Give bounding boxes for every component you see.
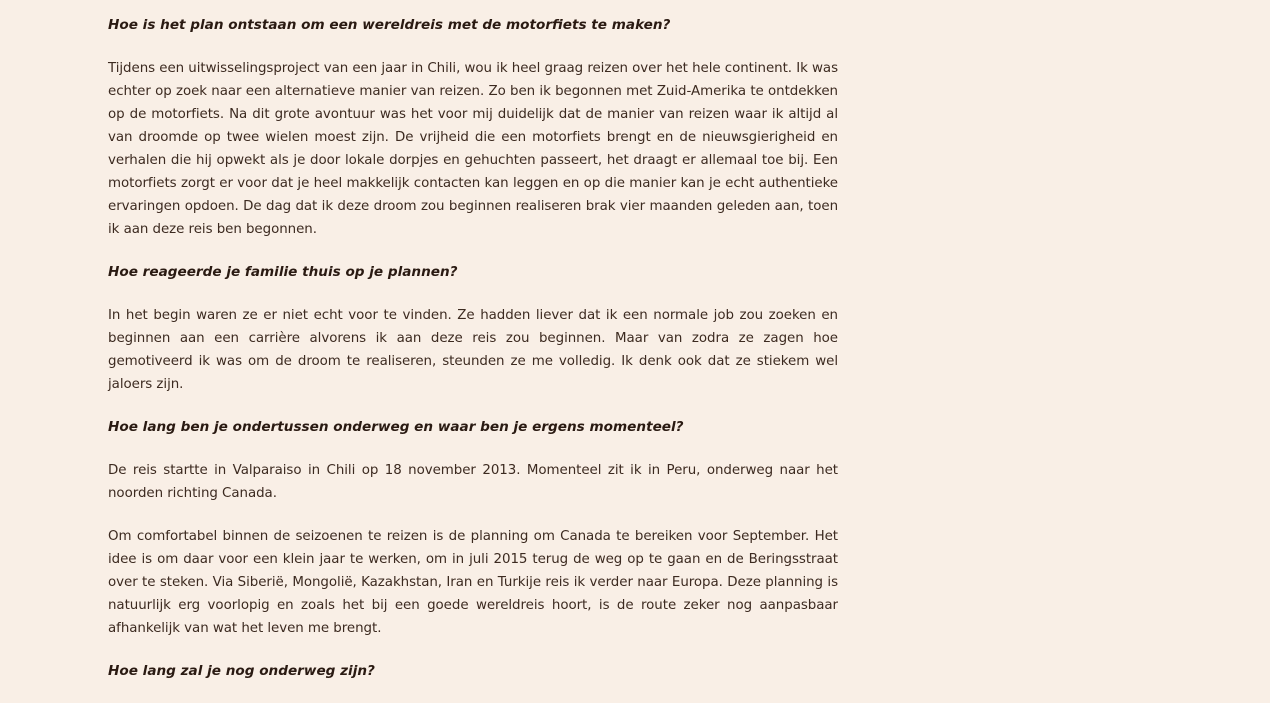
interview-answer: De reis startte in Valparaiso in Chili op 18 november 2013. Momenteel zit ik in Peru, onderweg naar het noorden richting Canada. [108,463,838,501]
interview-question: Hoe lang zal je nog onderweg zijn? [108,663,375,679]
interview-answer: Om comfortabel binnen de seizoenen te reizen is de planning om Canada te bereiken voor September. Het idee is om daar voor een klein jaar te werken, om in juli 2015 terug de weg op te gaan en de Beringsstraat over te steken. Via Siberië, Mongolië, Kazakhstan, Iran en Turkije reis ik verder naar Europa. Deze planning is natuurlijk erg voorlopig en zoals het bij een goede wereldreis hoort, is de route zeker nog aanpasbaar afhankelijk van wat het leven me brengt. [108,529,838,636]
interview-question: Hoe is het plan ontstaan om een wereldreis met de motorfiets te maken? [108,17,671,33]
interview-question: Hoe lang ben je ondertussen onderweg en waar ben je ergens momenteel? [108,419,684,435]
article-body [108,14,838,703]
interview-answer: In het begin waren ze er niet echt voor te vinden. Ze hadden liever dat ik een normale job zou zoeken en beginnen aan een carrière alvorens ik aan deze reis zou beginnen. Maar van zodra ze zagen hoe gemotiveerd ik was om de droom te realiseren, steunden ze me volledig. Ik denk ook dat ze stiekem wel jaloers zijn. [108,308,838,392]
interview-answer: Tijdens een uitwisselingsproject van een jaar in Chili, wou ik heel graag reizen over het hele continent. Ik was echter op zoek naar een alternatieve manier van reizen. Zo ben ik begonnen met Zuid-Amerika te ontdekken op de motorfiets. Na dit grote avontuur was het voor mij duidelijk dat de manier van reizen waar ik altijd al van droomde op twee wielen moest zijn. De vrijheid die een motorfiets brengt en de nieuwsgierigheid en verhalen die hij opwekt als je door lokale dorpjes en gehuchten passeert, het draagt er allemaal toe bij. Een motorfiets zorgt er voor dat je heel makkelijk contacten kan leggen en op die manier kan je echt authentieke ervaringen opdoen. De dag dat ik deze droom zou beginnen realiseren brak vier maanden geleden aan, toen ik aan deze reis ben begonnen. [108,61,838,237]
interview-question: Hoe reageerde je familie thuis op je plannen? [108,264,458,280]
